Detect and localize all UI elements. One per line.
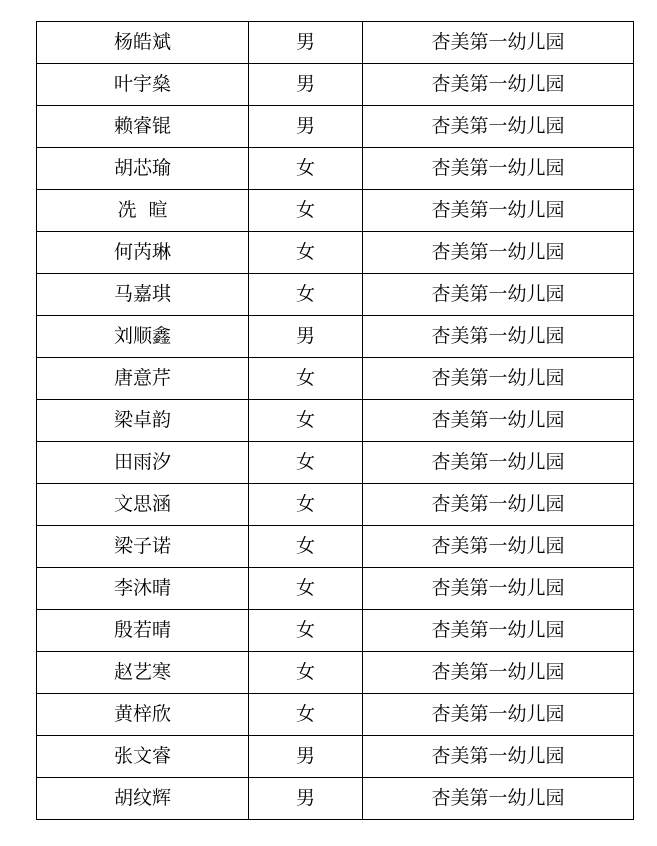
gender-cell: 女 [249,694,363,736]
gender-cell: 女 [249,274,363,316]
student-name-cell: 杨皓斌 [37,22,249,64]
table-row [37,526,634,568]
gender-cell: 女 [249,610,363,652]
table-row [37,778,634,820]
student-name-cell: 赖睿锟 [37,106,249,148]
table-row [37,274,634,316]
gender-cell: 男 [249,736,363,778]
table-row [37,652,634,694]
student-name-cell: 叶宇燊 [37,64,249,106]
table-row [37,358,634,400]
school-cell: 杏美第一幼儿园 [363,148,634,190]
table-row [37,400,634,442]
table-row [37,694,634,736]
school-cell: 杏美第一幼儿园 [363,64,634,106]
student-name-cell: 马嘉琪 [37,274,249,316]
gender-cell: 男 [249,64,363,106]
gender-cell: 女 [249,568,363,610]
roster-body [37,22,634,820]
school-cell: 杏美第一幼儿园 [363,316,634,358]
student-name-cell: 胡纹辉 [37,778,249,820]
school-cell: 杏美第一幼儿园 [363,22,634,64]
school-cell: 杏美第一幼儿园 [363,190,634,232]
gender-cell: 女 [249,652,363,694]
student-name-cell: 殷若晴 [37,610,249,652]
gender-cell: 女 [249,148,363,190]
student-roster-table [36,21,634,820]
table-row [37,736,634,778]
student-name-cell: 李沐晴 [37,568,249,610]
school-cell: 杏美第一幼儿园 [363,442,634,484]
gender-cell: 女 [249,190,363,232]
school-cell: 杏美第一幼儿园 [363,106,634,148]
gender-cell: 男 [249,316,363,358]
student-name-cell: 黄梓欣 [37,694,249,736]
school-cell: 杏美第一幼儿园 [363,694,634,736]
school-cell: 杏美第一幼儿园 [363,610,634,652]
gender-cell: 女 [249,442,363,484]
school-cell: 杏美第一幼儿园 [363,652,634,694]
table-row [37,316,634,358]
table-row [37,106,634,148]
school-cell: 杏美第一幼儿园 [363,400,634,442]
gender-cell: 男 [249,778,363,820]
school-cell: 杏美第一幼儿园 [363,274,634,316]
gender-cell: 女 [249,526,363,568]
school-cell: 杏美第一幼儿园 [363,232,634,274]
table-row [37,190,634,232]
school-cell: 杏美第一幼儿园 [363,568,634,610]
student-name-cell: 文思涵 [37,484,249,526]
table-row [37,148,634,190]
table-row [37,442,634,484]
student-name-cell: 梁卓韵 [37,400,249,442]
school-cell: 杏美第一幼儿园 [363,778,634,820]
table-row [37,22,634,64]
student-name-cell: 赵艺寒 [37,652,249,694]
school-cell: 杏美第一幼儿园 [363,358,634,400]
student-name-cell: 冼 暄 [37,190,249,232]
gender-cell: 女 [249,358,363,400]
student-name-cell: 唐意芹 [37,358,249,400]
table-row [37,64,634,106]
school-cell: 杏美第一幼儿园 [363,526,634,568]
student-name-cell: 刘顺鑫 [37,316,249,358]
school-cell: 杏美第一幼儿园 [363,736,634,778]
gender-cell: 女 [249,400,363,442]
student-name-cell: 胡芯瑜 [37,148,249,190]
student-name-cell: 张文睿 [37,736,249,778]
gender-cell: 女 [249,484,363,526]
table-row [37,484,634,526]
gender-cell: 女 [249,232,363,274]
gender-cell: 男 [249,106,363,148]
student-name-cell: 田雨汐 [37,442,249,484]
table-row [37,568,634,610]
table-row [37,610,634,652]
gender-cell: 男 [249,22,363,64]
student-name-cell: 何芮琳 [37,232,249,274]
student-name-cell: 梁子诺 [37,526,249,568]
table-row [37,232,634,274]
school-cell: 杏美第一幼儿园 [363,484,634,526]
